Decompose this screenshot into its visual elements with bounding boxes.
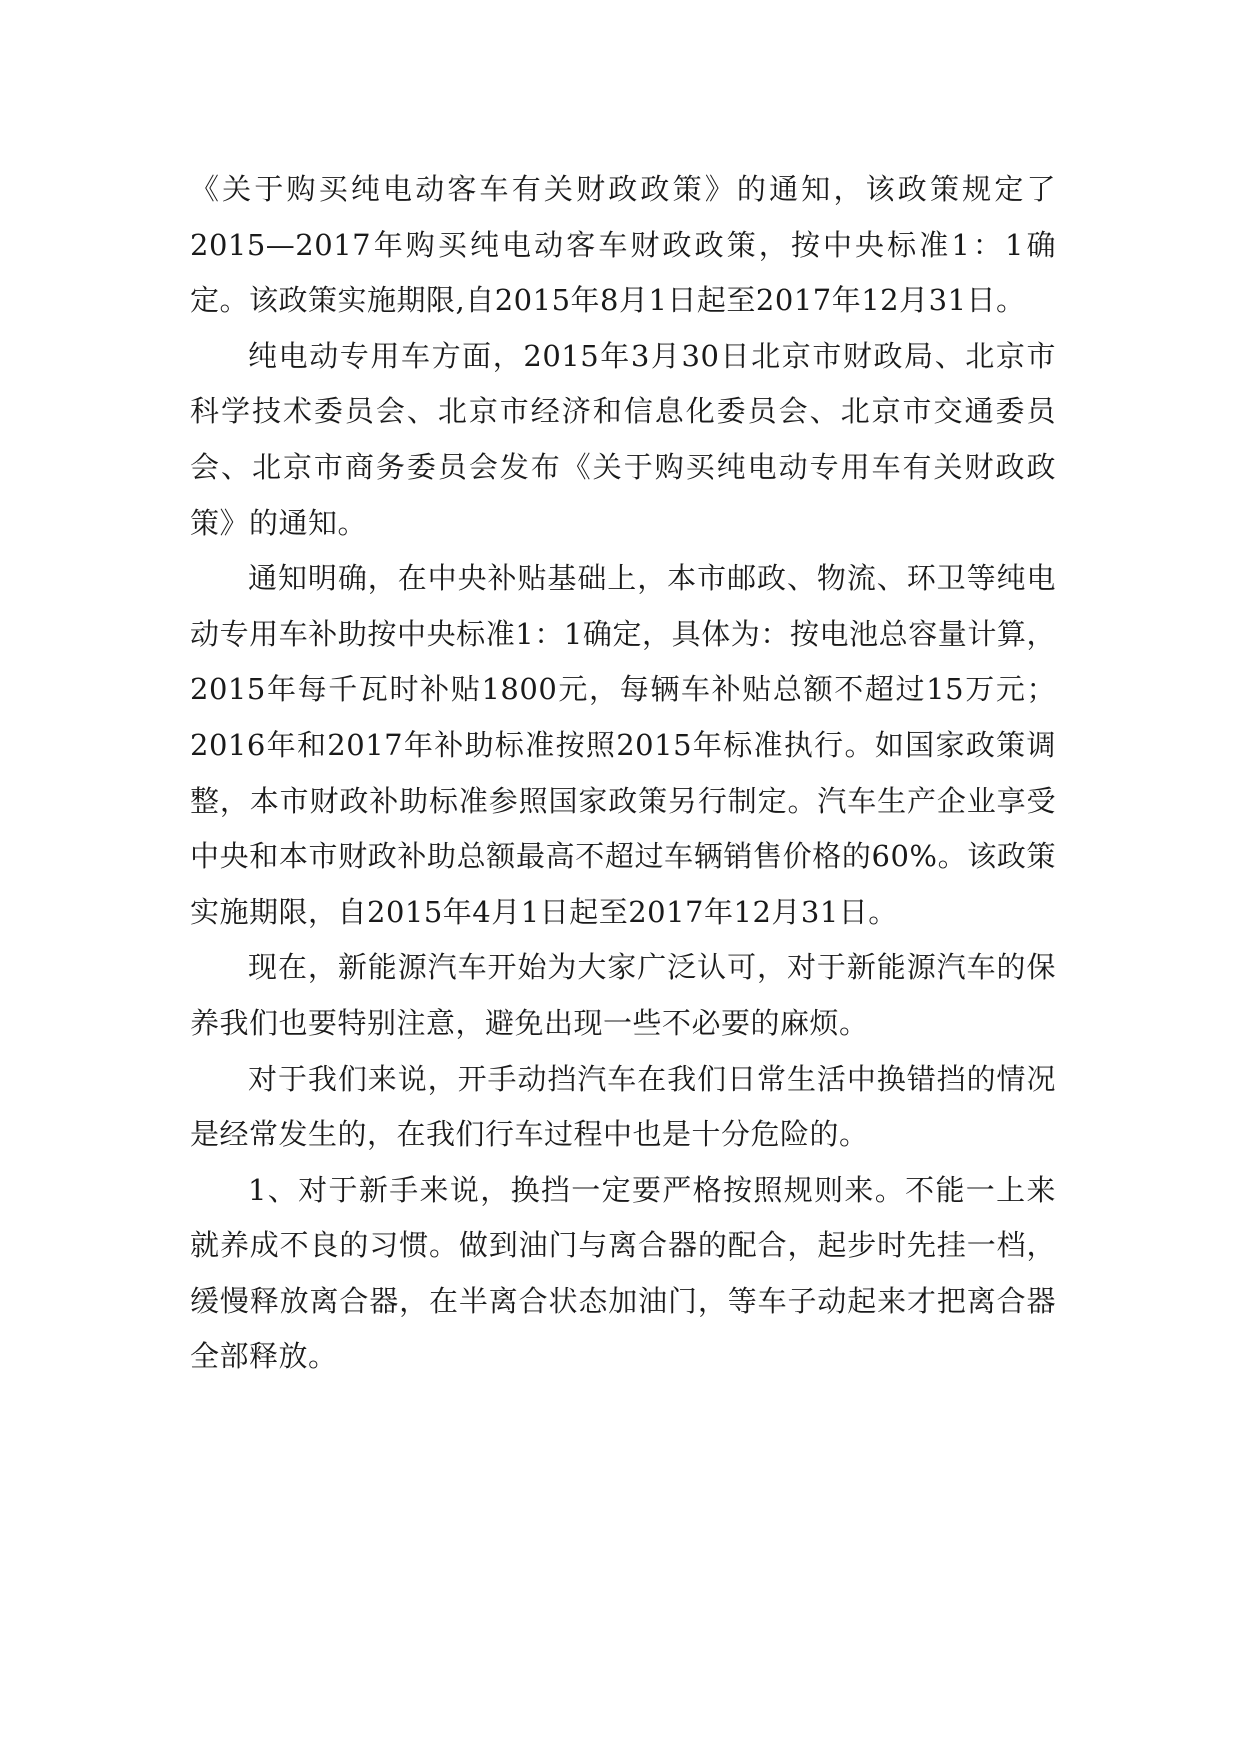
- paragraph-6: 1、对于新手来说，换挡一定要严格按照规则来。不能一上来就养成不良的习惯。做到油门与离合器的配合，起步时先挂一档，缓慢释放离合器，在半离合状态加油门，等车子动起来才把离合器全部释放。: [190, 1172, 1056, 1374]
- paragraph-4: 现在，新能源汽车开始为大家广泛认可，对于新能源汽车的保养我们也要特别注意，避免出现一些不必要的麻烦。: [190, 950, 1056, 1040]
- paragraph-1: 《关于购买纯电动客车有关财政政策》的通知，该政策规定了2015—2017年购买纯电动客车财政政策，按中央标准1：1确定。该政策实施期限,自2015年8月1日起至2017年12月31日。: [190, 172, 1056, 318]
- paragraph-3: 通知明确，在中央补贴基础上，本市邮政、物流、环卫等纯电动专用车补助按中央标准1：1确定，具体为：按电池总容量计算，2015年每千瓦时补贴1800元，每辆车补贴总额不超过15万元；2016年和2017年补助标准按照2015年标准执行。如国家政策调整，本市财政补助标准参照国家政策另行制定。汽车生产企业享受中央和本市财政补助总额最高不超过车辆销售价格的60%。该政策实施期限，自2015年4月1日起至2017年12月31日。: [190, 561, 1056, 929]
- paragraph-5: 对于我们来说，开手动挡汽车在我们日常生活中换错挡的情况是经常发生的，在我们行车过程中也是十分危险的。: [190, 1061, 1056, 1152]
- paragraph-2: 纯电动专用车方面，2015年3月30日北京市财政局、北京市科学技术委员会、北京市经济和信息化委员会、北京市交通委员会、北京市商务委员会发布《关于购买纯电动专用车有关财政政策》的通知。: [190, 338, 1056, 540]
- document-body: [190, 162, 1056, 1385]
